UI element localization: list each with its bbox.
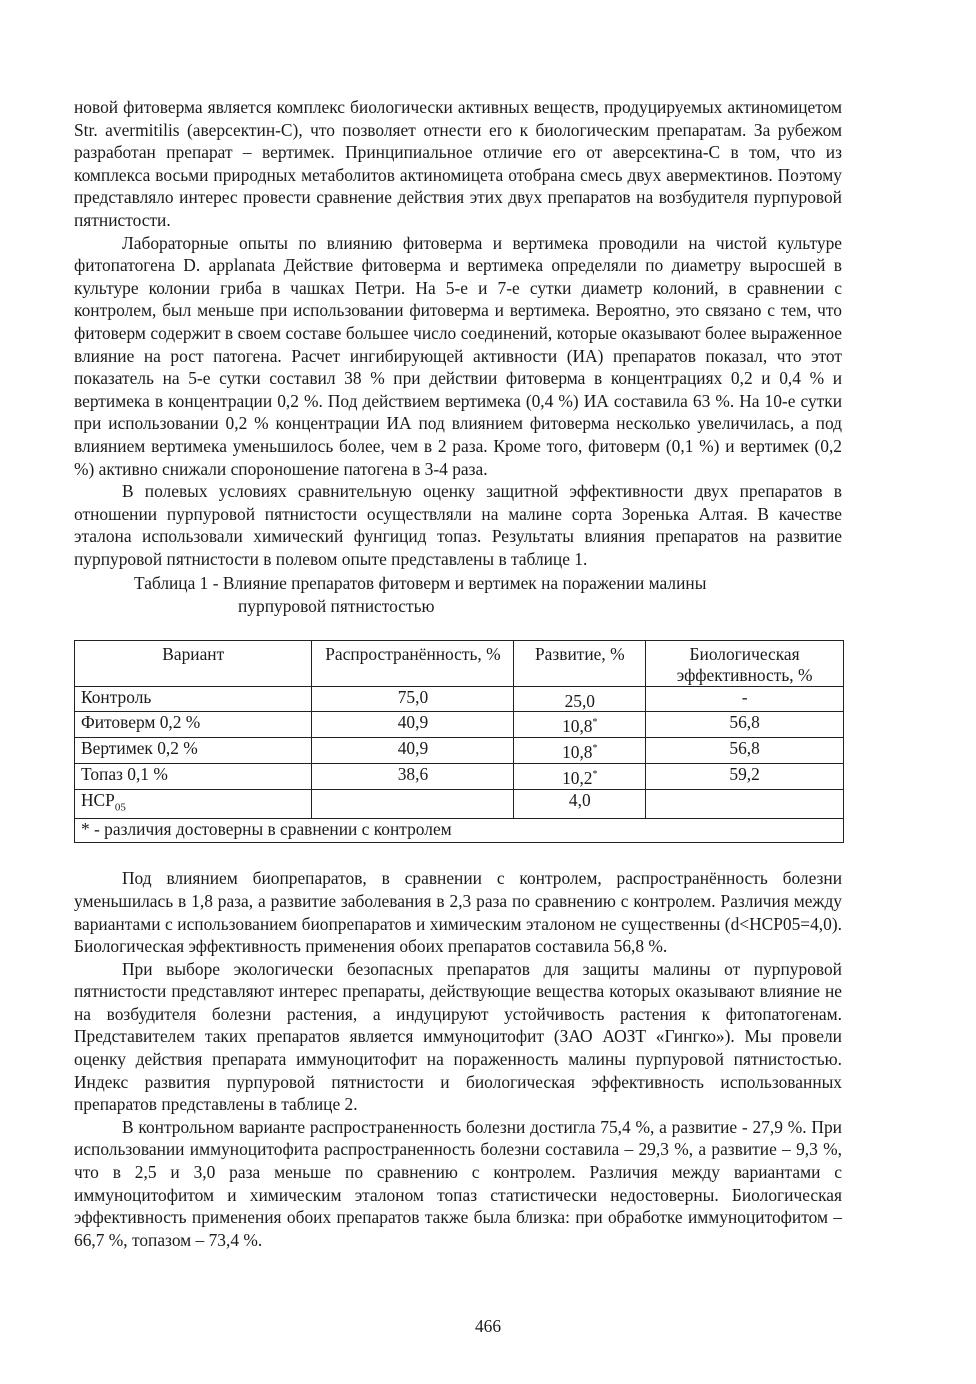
table-note-row <box>75 819 844 843</box>
table-caption-line1: Влияние препаратов фитоверм и вертимек на поражении малины <box>222 573 707 594</box>
table-row <box>75 738 844 764</box>
paragraph-intro: новой фитоверма является комплекс биологически активных веществ, продуцируемых актиномицетом Str. avermitilis (аверсектин-С), что позволяет отнести его к биологическим препаратам. За рубежом разработан препарат – вертимек. Принципиальное отличие его от аверсектина-С в том, что из комплекса восьми природных метаболитов актиномицета отобрана смесь двух авермектинов. Поэтому представляло интерес провести сравнение действия этих двух препаратов на возбудителя пурпуровой пятнистости. <box>74 97 842 230</box>
table-caption-label: Таблица 1 - <box>134 573 219 594</box>
cell-efficiency: 56,8 <box>646 738 844 764</box>
text-after-table <box>74 867 842 1251</box>
cell-variant: Вертимек 0,2 % <box>75 738 312 764</box>
table-row <box>75 764 844 790</box>
cell-variant: Фитоверм 0,2 % <box>75 712 312 738</box>
cell-variant: Контроль <box>75 686 312 712</box>
cell-nsr-label <box>75 789 312 818</box>
cell-empty <box>312 789 514 818</box>
header-variant: Вариант <box>75 640 312 686</box>
header-efficiency: Биологическая эффективность, % <box>646 640 844 686</box>
cell-efficiency: - <box>646 686 844 712</box>
table-row <box>75 686 844 712</box>
cell-efficiency: 56,8 <box>646 712 844 738</box>
paragraph-lab-experiments: Лабораторные опыты по влиянию фитоверма и вертимека проводили на чистой культуре фитопатогена D. applanata Действие фитоверма и вертимека определяли по диаметру выросшей в культуре колонии гриба в чашках Петри. На 5-е и 7-е сутки диаметр колоний, в сравнении с контролем, был меньше при использовании фитоверма и вертимека. Вероятно, это связано с тем, что фитоверм содержит в своем составе большее число соединений, которые оказывают более выраженное влияние на рост патогена. Расчет ингибирующей активности (ИА) препаратов показал, что этот показатель на 5-е сутки составил 38 % при действии фитоверма в концентрациях 0,2 и 0,4 % и вертимека в концентрации 0,2 %. Под действием вертимека (0,4 %) ИА составила 63 %. На 10-е сутки при использовании 0,2 % концентрации ИА под влиянием фитоверма несколько увеличилась, а под влиянием вертимека уменьшилось более, чем в 2 раза. Кроме того, фитоверм (0,1 %) и вертимек (0,2 %) активно снижали спороношение патогена в 3-4 раза. <box>74 232 842 479</box>
nsr-label: НСР <box>81 789 115 810</box>
cell-development <box>514 738 646 764</box>
development-value: 10,8 <box>562 716 593 737</box>
table-footnote: * - различия достоверны в сравнении с контролем <box>75 819 844 843</box>
cell-prevalence: 75,0 <box>312 686 514 712</box>
nsr-subscript: 05 <box>114 801 126 814</box>
cell-development <box>514 712 646 738</box>
cell-prevalence: 40,9 <box>312 738 514 764</box>
cell-efficiency: 59,2 <box>646 764 844 790</box>
document-page <box>74 96 842 1251</box>
table-header-row <box>75 640 844 686</box>
table-row <box>75 712 844 738</box>
header-prevalence: Распространённость, % <box>312 640 514 686</box>
cell-prevalence: 38,6 <box>312 764 514 790</box>
paragraph-field-conditions: В полевых условиях сравнительную оценку защитной эффективности двух препаратов в отношении пурпуровой пятнистости осуществляли на малине сорта Зоренька Алтая. В качестве эталона использовали химический фунгицид топаз. Результаты влияния препаратов на развитие пурпуровой пятнистости в полевом опыте представлены в таблице 1. <box>74 481 842 569</box>
header-development: Развитие, % <box>514 640 646 686</box>
page-number: 466 <box>474 1316 502 1336</box>
paragraph-biopreparations: Под влиянием биопрепаратов, в сравнении с контролем, распространённость болезни уменьшилась в 1,8 раза, а развитие заболевания в 2,3 раза по сравнению с контролем. Различия между вариантами с использованием биопрепаратов и химическим эталоном не существенны (d<НСР05=4,0). Биологическая эффективность применения обоих препаратов составила 56,8 %. <box>74 868 842 957</box>
paragraph-ecological-choice: При выборе экологически безопасных препаратов для защиты малины от пурпуровой пятнистости представляют интерес препараты, действующие вещества которых оказывают влияние не на возбудителя болезни растения, а индуцируют устойчивость растения к фитопатогенам. Представителем таких препаратов является иммуноцитофит (ЗАО АОЗТ «Гингко»). Мы провели оценку действия препарата иммуноцитофит на пораженность малины пурпуровой пятнистостью. Индекс развития пурпуровой пятнистости и биологическая эффективность использованных препаратов представлены в таблице 2. <box>74 958 842 1115</box>
results-table <box>74 640 844 844</box>
development-value: 10,2 <box>562 767 593 788</box>
significance-mark: * <box>592 743 598 755</box>
table-row-nsr <box>75 789 844 818</box>
cell-prevalence: 40,9 <box>312 712 514 738</box>
significance-mark: * <box>592 717 598 729</box>
development-value: 25,0 <box>564 690 595 711</box>
paragraph-control-variant: В контрольном варианте распространенность болезни достигла 75,4 %, а развитие - 27,9 %. При использовании иммуноцитофита распространенность болезни составила – 29,3 %, а развитие – 9,3 %, что в 2,5 и 3,0 раза меньше по сравнению с контролем. Различия между вариантами с иммуноцитофитом и химическим эталоном топаз статистически недостоверны. Биологическая эффективность применения обоих препаратов также была близка: при обработке иммуноцитофитом – 66,7 %, топазом – 73,4 %. <box>74 1116 842 1250</box>
table-caption-line2: пурпуровой пятнистостью <box>238 596 435 617</box>
cell-variant: Топаз 0,1 % <box>75 764 312 790</box>
development-value: 10,8 <box>562 742 593 763</box>
cell-development <box>514 686 646 712</box>
table-caption <box>74 572 842 617</box>
cell-development <box>514 764 646 790</box>
cell-empty <box>646 789 844 818</box>
significance-mark: * <box>592 769 598 781</box>
cell-nsr-value: 4,0 <box>514 789 646 818</box>
